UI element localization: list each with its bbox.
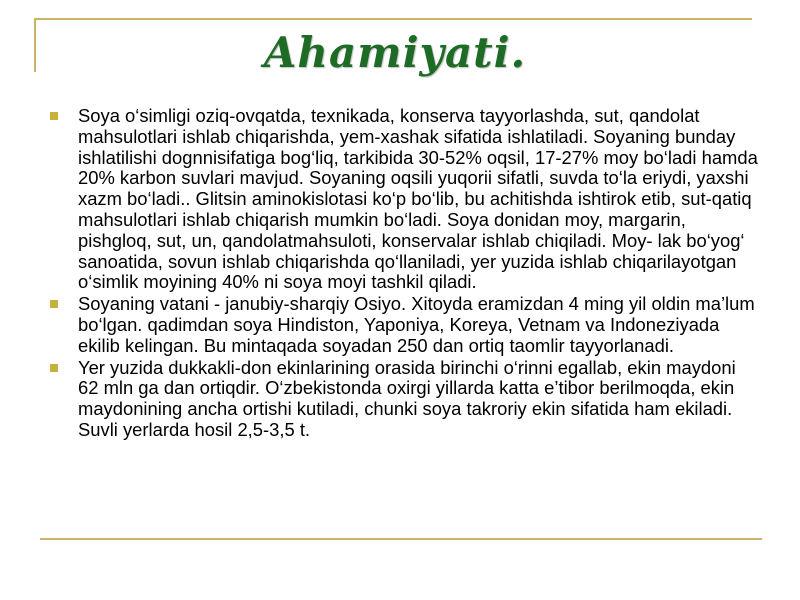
bullet-item — [48, 294, 758, 356]
bullet-list — [48, 106, 758, 442]
frame-top-line — [34, 18, 752, 20]
square-bullet-icon — [50, 112, 58, 120]
bullet-item — [48, 358, 758, 441]
frame-bottom-line — [40, 538, 762, 540]
bullet-text: Soya o‘simligi oziq-ovqatda, texnikada, konserva tayyorlashda, sut, qandolat mahsulotlari ishlab chiqarishda, yem-xashak sifatida ishlatiladi. Soyaning bunday ishlatilishi dognnisifatiga bog‘liq, tarkibida 30-52% oqsil, 17-27% moy bo‘ladi hamda 20% karbon suvlari mavjud. Soyaning oqsili yuqorii sifatli, suvda to‘la eriydi, yaxshi xazm bo‘ladi.. Glitsin aminokislotasi ko‘p bo‘lib, bu achitishda ishtirok etib, sut-qatiq mahsulotlari ishlab chiqarish mumkin bo‘ladi. Soya donidan moy, margarin, pishgloq, sut, un, qandolatmahsuloti, konservalar ishlab chiqiladi. Moy- lak bo‘yog‘ sanoatida, sovun ishlab chiqarishda qo‘llaniladi, yer yuzida ishlab chiqarilayotgan o‘simlik moyining 40% ni soya moyi tashkil qiladi. — [78, 105, 758, 293]
bullet-item — [48, 106, 758, 293]
bullet-text: Soyaning vatani - janubiy-sharqiy Osiyo. Xitoyda eramizdan 4 ming yil oldin ma’lum bo‘lgan. qadimdan soya Hindiston, Yaponiya, Koreya, Vetnam va Indoneziyada ekilib kelingan. Bu mintaqada soyadan 250 dan ortiq taomlir tayyorlanadi. — [78, 293, 755, 356]
square-bullet-icon — [50, 300, 58, 308]
square-bullet-icon — [50, 364, 58, 372]
slide-title: Ahamiyati. — [263, 28, 527, 77]
bullet-text: Yer yuzida dukkakli-don ekinlarining orasida birinchi o‘rinni egallab, ekin maydoni 62 mln ga dan ortiqdir. O‘zbekistonda oxirgi yillarda katta e’tibor berilmoqda, ekin maydonining ancha ortishi kutiladi, chunki soya takroriy ekin sifatida ham ekiladi. Suvli yerlarda hosil 2,5-3,5 t. — [78, 356, 736, 440]
